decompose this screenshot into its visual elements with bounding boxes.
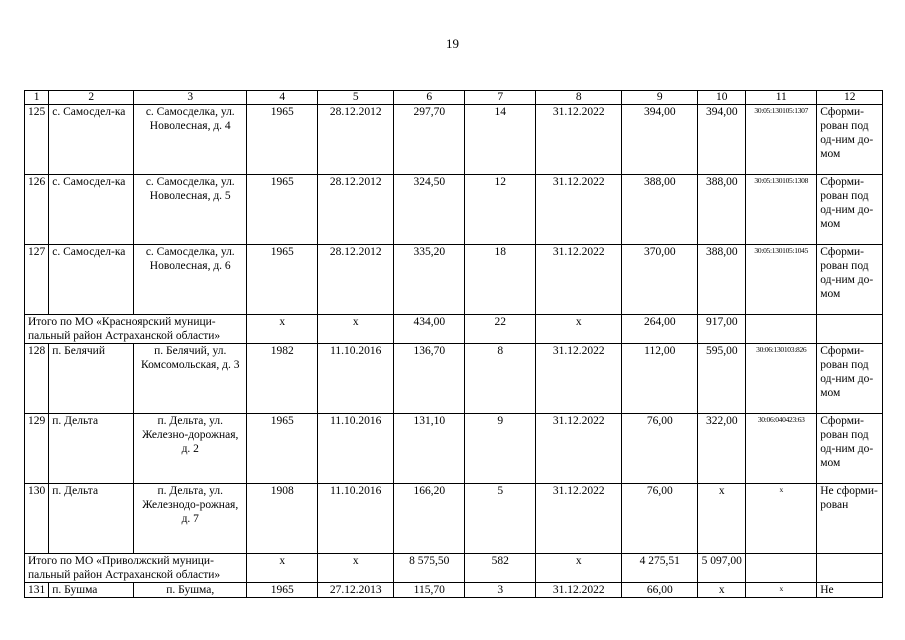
cell-area: 115,70	[394, 583, 465, 598]
cell-value-10: 5 097,00	[698, 554, 746, 583]
cell-cadastral	[746, 554, 817, 583]
total-label: Итого по МО «Красноярский муници-пальный район Астраханской области»	[25, 315, 247, 344]
cell-area: 136,70	[394, 344, 465, 414]
cell-date: 28.12.2012	[318, 105, 394, 175]
cell-status: Сформи-рован под од-ним до-мом	[817, 105, 883, 175]
page-number: 19	[446, 36, 459, 51]
cell-value-9: 112,00	[622, 344, 698, 414]
cell-year: 1965	[247, 414, 318, 484]
cell-value-9: 76,00	[622, 414, 698, 484]
cell-deadline: 31.12.2022	[536, 414, 622, 484]
cell-cadastral: 30:06:040423:63	[746, 414, 817, 484]
column-header-9: 9	[622, 91, 698, 105]
address: с. Самосделка, ул. Новолесная, д. 5	[134, 175, 247, 245]
settlement: с. Самосдел-ка	[49, 245, 134, 315]
table-row	[25, 583, 883, 598]
cell-status: Сформи-рован под од-ним до-мом	[817, 344, 883, 414]
column-header-7: 7	[465, 91, 536, 105]
cell-value-9: 66,00	[622, 583, 698, 598]
cell-value-9: 4 275,51	[622, 554, 698, 583]
cell-date: x	[318, 554, 394, 583]
cell-value-9: 388,00	[622, 175, 698, 245]
table-row	[25, 245, 883, 315]
cell-value-10: 394,00	[698, 105, 746, 175]
cell-cadastral: 30:05:130105:1045	[746, 245, 817, 315]
cell-deadline: 31.12.2022	[536, 245, 622, 315]
cell-value-10: 595,00	[698, 344, 746, 414]
cell-status: Сформи-рован под од-ним до-мом	[817, 175, 883, 245]
cell-value-10: x	[698, 583, 746, 598]
cell-value-9: 264,00	[622, 315, 698, 344]
cell-area: 131,10	[394, 414, 465, 484]
table-body	[25, 105, 883, 598]
address: п. Белячий, ул. Комсомольская, д. 3	[134, 344, 247, 414]
cell-deadline: x	[536, 315, 622, 344]
cell-area: 434,00	[394, 315, 465, 344]
cell-value-10: 388,00	[698, 175, 746, 245]
cell-year: x	[247, 554, 318, 583]
column-header-5: 5	[318, 91, 394, 105]
cell-residents: 3	[465, 583, 536, 598]
cell-status: Не сформи-рован	[817, 484, 883, 554]
cell-status: Не	[817, 583, 883, 598]
cell-residents: 14	[465, 105, 536, 175]
cell-cadastral	[746, 315, 817, 344]
cell-deadline: 31.12.2022	[536, 175, 622, 245]
settlement: п. Дельта	[49, 414, 134, 484]
address: п. Дельта, ул. Железнодо-рожная, д. 7	[134, 484, 247, 554]
cell-status	[817, 554, 883, 583]
cell-deadline: 31.12.2022	[536, 105, 622, 175]
cell-residents: 9	[465, 414, 536, 484]
row-number: 129	[25, 414, 49, 484]
cell-deadline: 31.12.2022	[536, 484, 622, 554]
cell-area: 324,50	[394, 175, 465, 245]
cell-status: Сформи-рован под од-ним до-мом	[817, 414, 883, 484]
row-number: 131	[25, 583, 49, 598]
cell-area: 8 575,50	[394, 554, 465, 583]
cell-year: 1965	[247, 175, 318, 245]
settlement: с. Самосдел-ка	[49, 175, 134, 245]
cell-cadastral: 30:06:130103:826	[746, 344, 817, 414]
row-number: 128	[25, 344, 49, 414]
cell-value-10: x	[698, 484, 746, 554]
cell-residents: 22	[465, 315, 536, 344]
cell-value-9: 370,00	[622, 245, 698, 315]
cell-residents: 582	[465, 554, 536, 583]
table-row	[25, 105, 883, 175]
row-number: 125	[25, 105, 49, 175]
cell-date: 11.10.2016	[318, 484, 394, 554]
table-row	[25, 414, 883, 484]
row-number: 126	[25, 175, 49, 245]
column-header-11: 11	[746, 91, 817, 105]
settlement: п. Белячий	[49, 344, 134, 414]
cell-residents: 18	[465, 245, 536, 315]
cell-year: 1965	[247, 583, 318, 598]
address: п. Дельта, ул. Железно-дорожная, д. 2	[134, 414, 247, 484]
settlement: с. Самосдел-ка	[49, 105, 134, 175]
column-header-3: 3	[134, 91, 247, 105]
cell-date: 11.10.2016	[318, 344, 394, 414]
cell-deadline: 31.12.2022	[536, 344, 622, 414]
cell-date: 27.12.2013	[318, 583, 394, 598]
cell-value-10: 322,00	[698, 414, 746, 484]
housing-table	[24, 90, 883, 598]
cell-residents: 12	[465, 175, 536, 245]
table-row	[25, 484, 883, 554]
table-row	[25, 344, 883, 414]
column-header-12: 12	[817, 91, 883, 105]
table-row	[25, 175, 883, 245]
column-header-6: 6	[394, 91, 465, 105]
cell-area: 297,70	[394, 105, 465, 175]
column-header-1: 1	[25, 91, 49, 105]
cell-area: 335,20	[394, 245, 465, 315]
cell-status	[817, 315, 883, 344]
row-number: 130	[25, 484, 49, 554]
cell-date: x	[318, 315, 394, 344]
cell-value-9: 394,00	[622, 105, 698, 175]
address: п. Бушма,	[134, 583, 247, 598]
cell-value-10: 917,00	[698, 315, 746, 344]
cell-year: 1908	[247, 484, 318, 554]
cell-cadastral: x	[746, 484, 817, 554]
cell-year: 1982	[247, 344, 318, 414]
cell-deadline: x	[536, 554, 622, 583]
cell-cadastral: x	[746, 583, 817, 598]
address: с. Самосделка, ул. Новолесная, д. 4	[134, 105, 247, 175]
cell-residents: 8	[465, 344, 536, 414]
total-label: Итого по МО «Приволжский муници-пальный район Астраханской области»	[25, 554, 247, 583]
cell-area: 166,20	[394, 484, 465, 554]
settlement: п. Бушма	[49, 583, 134, 598]
header-row	[25, 91, 883, 105]
cell-status: Сформи-рован под од-ним до-мом	[817, 245, 883, 315]
cell-year: 1965	[247, 105, 318, 175]
total-row	[25, 554, 883, 583]
total-row	[25, 315, 883, 344]
column-header-10: 10	[698, 91, 746, 105]
settlement: п. Дельта	[49, 484, 134, 554]
column-header-2: 2	[49, 91, 134, 105]
cell-year: x	[247, 315, 318, 344]
cell-date: 11.10.2016	[318, 414, 394, 484]
cell-residents: 5	[465, 484, 536, 554]
cell-cadastral: 30:05:130105:1308	[746, 175, 817, 245]
cell-value-10: 388,00	[698, 245, 746, 315]
cell-value-9: 76,00	[622, 484, 698, 554]
column-header-4: 4	[247, 91, 318, 105]
address: с. Самосделка, ул. Новолесная, д. 6	[134, 245, 247, 315]
column-header-8: 8	[536, 91, 622, 105]
cell-date: 28.12.2012	[318, 245, 394, 315]
cell-date: 28.12.2012	[318, 175, 394, 245]
row-number: 127	[25, 245, 49, 315]
cell-deadline: 31.12.2022	[536, 583, 622, 598]
cell-year: 1965	[247, 245, 318, 315]
cell-cadastral: 30:05:130105:1307	[746, 105, 817, 175]
